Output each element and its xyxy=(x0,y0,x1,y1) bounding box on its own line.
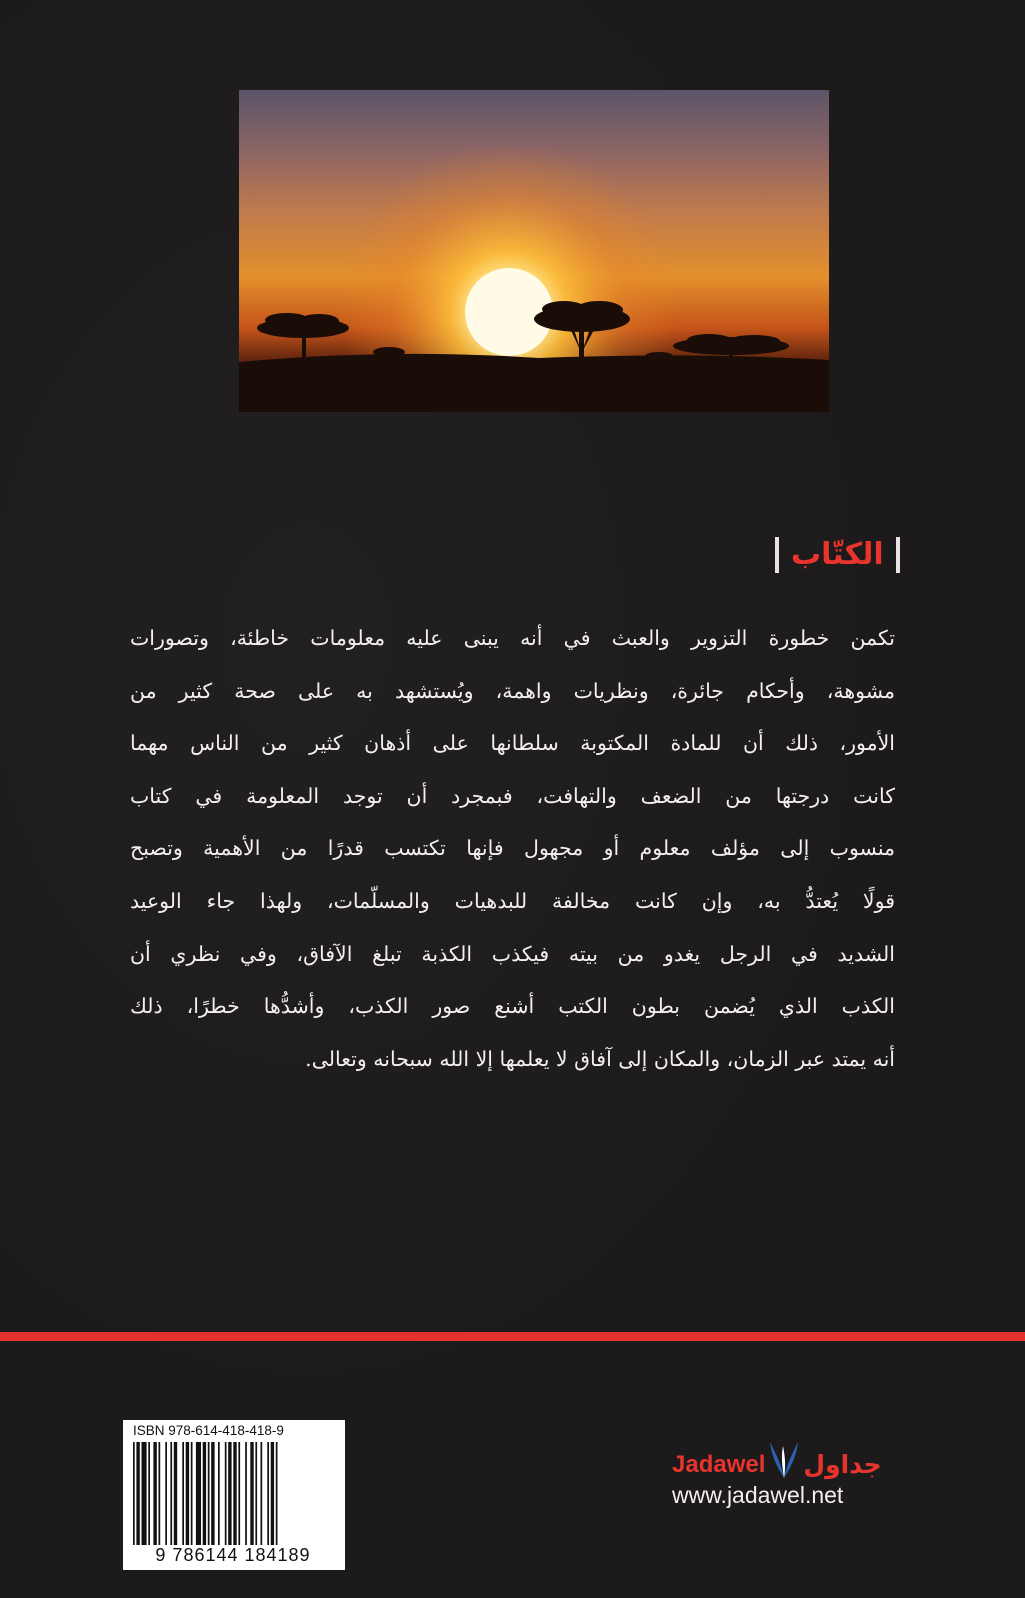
barcode-bar xyxy=(203,1442,206,1550)
synopsis-line: مشوهة، وأحكام جائرة، ونظريات واهمة، ويُستشهد به على صحة كثير من xyxy=(130,678,895,703)
barcode-bar xyxy=(174,1442,177,1550)
isbn-barcode xyxy=(123,1420,345,1570)
barcode-bar xyxy=(186,1442,189,1550)
synopsis-line: الأمور، ذلك أن للمادة المكتوبة سلطانها على أذهان كثير من الناس مهما xyxy=(130,731,895,756)
barcode-bar xyxy=(261,1442,263,1550)
barcode-bar xyxy=(191,1442,193,1550)
barcode-bar xyxy=(267,1442,269,1550)
isbn-label: ISBN 978-614-418-418-9 xyxy=(133,1423,284,1438)
barcode-bar xyxy=(170,1442,172,1550)
publisher-name-latin: Jadawel xyxy=(672,1451,766,1478)
barcode-digits: 9 786144 184189 xyxy=(125,1545,341,1566)
synopsis-line: كانت درجتها من الضعف والتهافت، فبمجرد أن توجد المعلومة في كتاب xyxy=(130,783,895,808)
barcode-bar xyxy=(218,1442,220,1550)
stream-leaf-icon xyxy=(768,1438,800,1480)
publisher-logo xyxy=(672,1438,912,1480)
barcode-bar xyxy=(238,1442,240,1550)
synopsis-line: الشديد في الرجل يغدو من بيته فيكذب الكذبة تبلغ الآفاق، وفي نظري أن xyxy=(130,941,895,966)
barcode-bar xyxy=(165,1442,167,1550)
savanna-sunset-illustration xyxy=(239,90,829,412)
barcode-bar xyxy=(233,1442,236,1550)
barcode-bar xyxy=(228,1442,231,1550)
heading-bar-left xyxy=(775,537,779,573)
publisher-name-arabic: جداول xyxy=(803,1450,882,1479)
barcode-bar xyxy=(225,1442,227,1550)
synopsis-line: أنه يمتد عبر الزمان، والمكان إلى آفاق لا يعلمها إلا الله سبحانه وتعالى. xyxy=(305,1046,895,1071)
publisher-url: www.jadawel.net xyxy=(672,1482,844,1508)
barcode-bar xyxy=(182,1442,184,1550)
heading-title: الكتّاب xyxy=(791,537,884,572)
barcode-bar xyxy=(211,1442,214,1550)
section-heading xyxy=(775,532,900,578)
barcode-bars xyxy=(133,1442,333,1550)
sun xyxy=(465,268,553,356)
barcode-bar xyxy=(148,1442,150,1550)
synopsis-line: تكمن خطورة التزوير والعبث في أنه يبنى عليه معلومات خاطئة، وتصورات xyxy=(130,626,895,650)
heading-bar-right xyxy=(896,537,900,573)
red-divider xyxy=(0,1332,1025,1341)
barcode-bar xyxy=(153,1442,156,1550)
barcode-bar xyxy=(255,1442,257,1550)
barcode-bar xyxy=(208,1442,210,1550)
sunset-photo xyxy=(239,90,829,412)
barcode-bar xyxy=(159,1442,161,1550)
synopsis-line: الكذب الذي يُضمن بطون الكتب أشنع صور الكذب، وأشدُّها خطرًا، ذلك xyxy=(130,994,895,1019)
barcode-bar xyxy=(142,1442,147,1550)
barcode-bar xyxy=(136,1442,139,1550)
book-synopsis xyxy=(130,612,895,1085)
barcode-bar xyxy=(196,1442,201,1550)
barcode-bar xyxy=(271,1442,274,1550)
barcode-bar xyxy=(133,1442,135,1550)
barcode-bar xyxy=(250,1442,253,1550)
barcode-bar xyxy=(276,1442,278,1550)
synopsis-line: منسوب إلى مؤلف معلوم أو مجهول فإنها تكتسب قدرًا من الأهمية وتصبح xyxy=(130,836,895,861)
barcode-bar xyxy=(245,1442,247,1550)
synopsis-line: قولًا يُعتدُّ به، وإن كانت مخالفة للبدهيات والمسلّمات، ولهذا جاء الوعيد xyxy=(130,888,895,913)
publisher-block xyxy=(672,1438,912,1508)
